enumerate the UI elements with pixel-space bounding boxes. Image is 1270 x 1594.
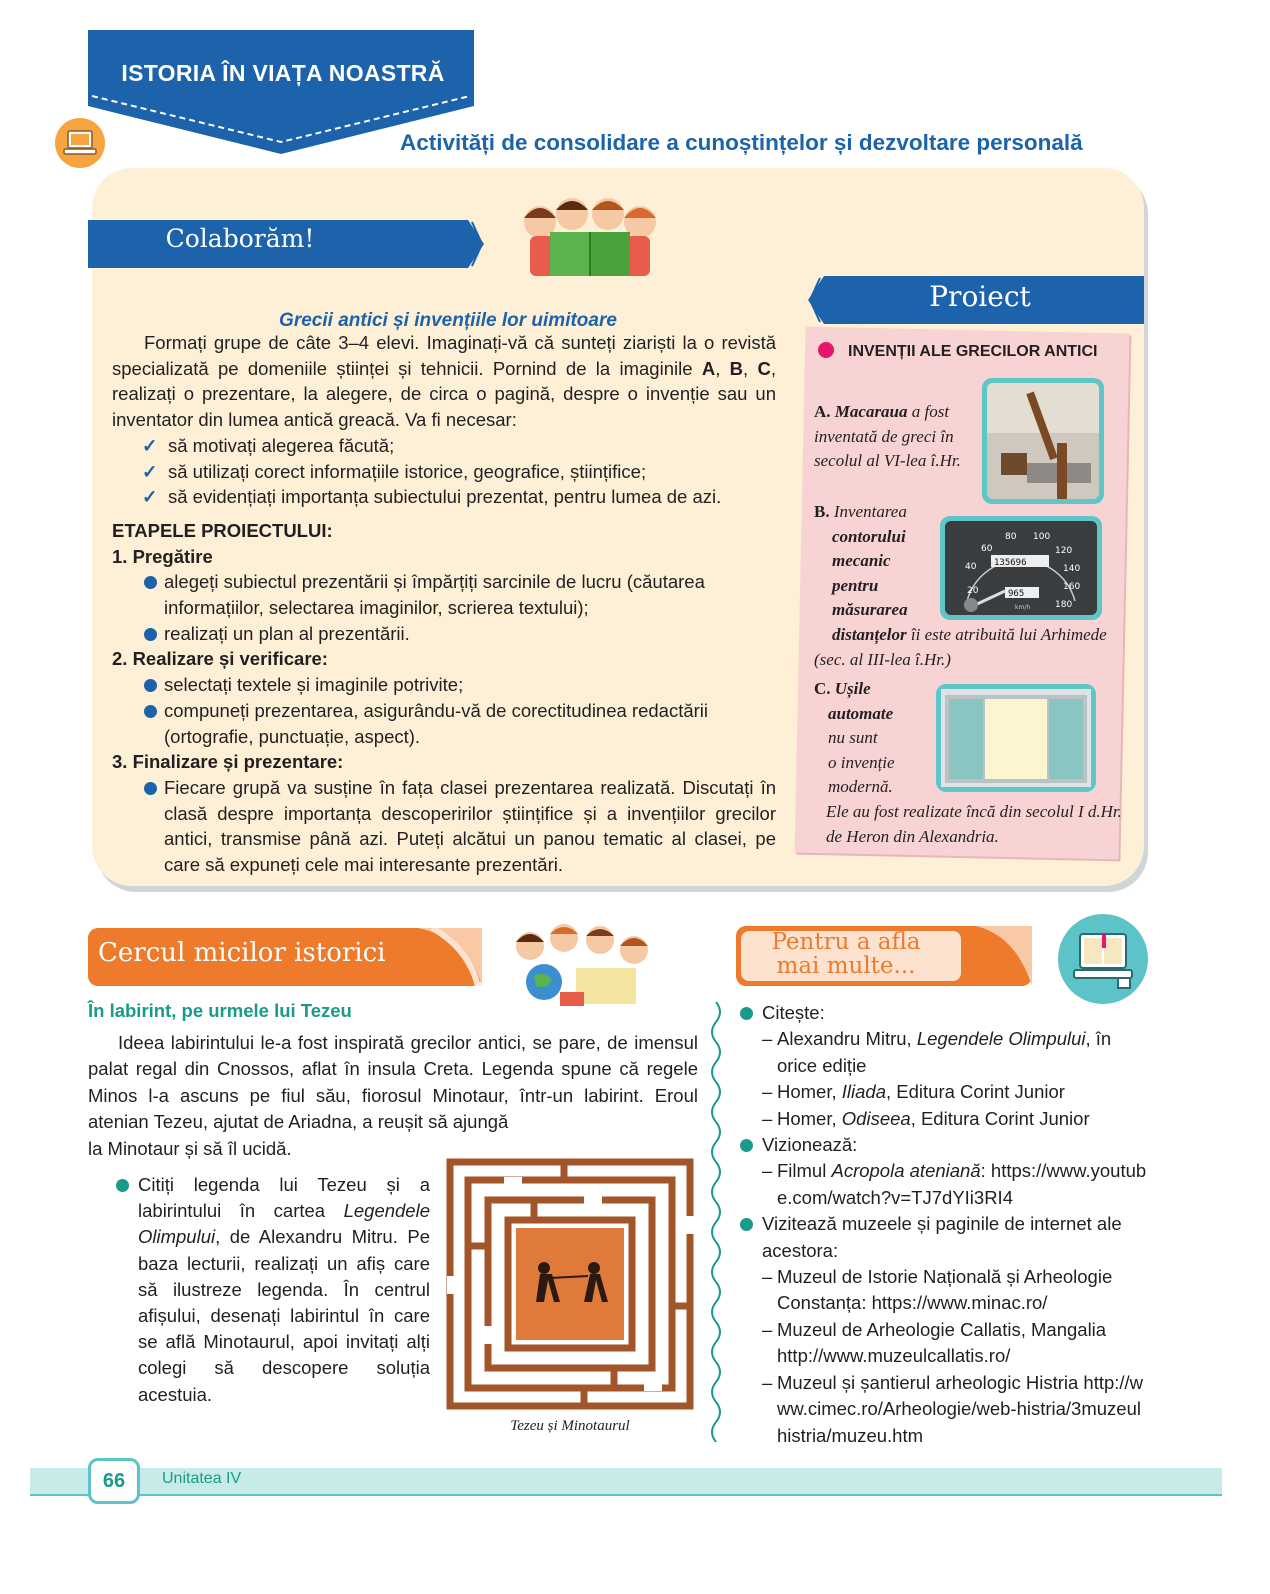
invention-b-bold: mecanic (832, 551, 891, 571)
invention-a-name: Macaraua (834, 402, 908, 421)
separator-1: , (715, 357, 730, 379)
bullet-icon (740, 1007, 753, 1020)
invention-b-bold: pentru (832, 575, 879, 595)
book-author: Homer, (777, 1081, 842, 1103)
stage-3-heading: 3. Finalizare și prezentare: (112, 751, 344, 773)
bullet-icon (144, 628, 157, 641)
speedo-tick: 120 (1055, 546, 1073, 556)
proiect-heading: Proiect (929, 280, 1031, 313)
book-title: Odiseea (841, 1107, 911, 1129)
museum-link[interactable]: Muzeul de Istorie Națională și Arheologie Constanța: https://www.minac.ro/ (777, 1266, 1113, 1314)
reading-kids-illustration (510, 192, 670, 282)
film-title: Acropola ateniană (831, 1160, 981, 1182)
labyrinth-caption: Tezeu și Minotaurul (510, 1418, 630, 1434)
speedometer-illustration (945, 521, 1097, 615)
check-text: să evidențiați importanța subiectului prezentat, pentru lumea de azi. (168, 486, 722, 508)
colaboram-body (112, 330, 776, 878)
pentru-heading (746, 930, 946, 978)
book-item: – Homer, Odiseea, Editura Corint Junior (762, 1107, 1090, 1129)
stage-1-item (112, 621, 776, 647)
task-book-title: Legendele Olimpului (138, 1200, 430, 1248)
check-text: să motivați alegerea făcută; (168, 434, 395, 456)
invention-b-bold: contorului (832, 526, 906, 546)
speedo-tick: 80 (1005, 532, 1017, 542)
book-edition: , Editura Corint Junior (910, 1107, 1090, 1129)
invention-b-letter: B. (814, 502, 830, 521)
bullet-icon (144, 576, 157, 589)
museum-link[interactable]: Muzeul de Arheologie Callatis, Mangalia http://www.muzeulcallatis.ro/ (777, 1318, 1107, 1367)
speedo-unit: km/h (1015, 604, 1031, 611)
unit-label: Unitatea IV (162, 1470, 242, 1487)
letter-c: C (757, 357, 771, 379)
invention-b-text: Inventarea (833, 502, 907, 521)
stage-item-text: alegeți subiectul prezentării și împărțiți sarcinile de lucru (căutarea informațiilor, selectarea imaginilor, scrierea textului); (164, 571, 705, 619)
book-title: Legendele Olimpului (916, 1028, 1086, 1050)
book-item: – Alexandru Mitru, Legendele Olimpului, în orice ediție (762, 1028, 1112, 1076)
museum-item[interactable]: – Muzeul de Istorie Națională și Arheologie Constanța: https://www.minac.ro/ (740, 1264, 1150, 1317)
task-text: , de Alexandru Mitru. Pe baza lecturii, realizați un afiș care să ilustreze legenda. În centrul afișului, desenați labirintul în care se află Minotaurul, apoi invitați alți colegi să descopere soluția acestuia. (138, 1226, 430, 1405)
book-author: Alexandru Mitru, (777, 1028, 917, 1050)
intro-text-2: , realizați o prezentare, la alegere, de circa o pagină, despre o invenție sau un inventator din lumea antică greacă. Va fi necesar: (112, 357, 776, 431)
stage-item-text: realizați un plan al prezentării. (164, 622, 410, 644)
bullet-icon (144, 782, 157, 795)
book-edition: , în orice ediție (777, 1028, 1112, 1076)
vizioneaza-item (740, 1132, 1150, 1158)
banner-title: ISTORIA ÎN VIAȚA NOASTRĂ (121, 60, 445, 86)
separator-2: , (743, 357, 758, 379)
speedo-tick: 100 (1033, 532, 1051, 542)
vizioneaza-label: Vizionează: (762, 1134, 858, 1156)
labirint-paragraph-end: la Minotaur și să îl ucidă. (88, 1138, 292, 1159)
check-item (112, 459, 776, 485)
invention-b-bold: distanțelor (832, 624, 907, 644)
stage-3-item (112, 775, 776, 878)
citeste-label: Citește: (762, 1002, 825, 1023)
project-title: Grecii antici și invențiile lor uimitoare (279, 310, 617, 331)
crane-illustration (987, 383, 1099, 499)
stage-item-text: compuneți prezentarea, asigurându-vă de corectitudinea redactării (ortografie, punctuație, aspect). (164, 699, 709, 747)
labirint-title: În labirint, pe urmele lui Tezeu (88, 1000, 352, 1021)
speedo-tick: 60 (981, 544, 993, 554)
crane-image (982, 378, 1104, 504)
speedometer-image (940, 516, 1102, 620)
footer-line (30, 1494, 1222, 1496)
invention-a (814, 400, 984, 474)
stage-2-item (112, 672, 776, 698)
labyrinth-illustration (444, 1156, 696, 1412)
film-link[interactable]: : https://www.youtube.com/watch?v=TJ7dYIi3RI4 (777, 1160, 1147, 1208)
stage-1-heading: 1. Pregătire (112, 545, 213, 567)
speedo-tick: 40 (965, 562, 977, 572)
invention-b-bold: măsurarea (832, 600, 908, 620)
letter-a: A (701, 357, 716, 379)
citeste-item (740, 1000, 1150, 1026)
page-number: 66 (88, 1458, 140, 1504)
pink-bullet-icon (818, 342, 834, 358)
museum-item[interactable]: – Muzeul de Arheologie Callatis, Mangalia http://www.muzeulcallatis.ro/ (740, 1317, 1150, 1370)
labirint-task (116, 1172, 430, 1408)
kids-globe-illustration (500, 920, 660, 1010)
bullet-icon (116, 1179, 129, 1192)
invention-a-letter: A. (814, 402, 831, 421)
colaboram-heading: Colaborăm! (165, 224, 315, 253)
speedo-tick: 180 (1055, 600, 1073, 610)
task-text: Citiți legenda lui Tezeu și a labirintului în cartea (138, 1174, 430, 1222)
stage-1-item (112, 569, 776, 620)
stage-2-item (112, 698, 776, 749)
inventions-heading (818, 342, 1118, 361)
invention-a-text: a fost inventată de greci în secolul al VI-lea î.Hr. (814, 402, 961, 471)
invention-c-text: modernă. (828, 777, 893, 797)
intro-text-1: Formați grupe de câte 3–4 elevi. Imaginați-vă că sunteți ziariști la o revistă specializată pe domeniile științei și tehnicii. Pornind de la imaginile (112, 332, 776, 379)
pentru-heading-line-1: Pentru a afla (771, 929, 921, 955)
laptop-icon (55, 118, 105, 168)
stage-item-text: selectați textele și imaginile potrivite; (164, 674, 464, 696)
stages-heading: ETAPELE PROIECTULUI: (112, 519, 333, 541)
checkmark-icon: ✓ (142, 434, 158, 456)
invention-c-bold: automate (828, 703, 894, 723)
speedo-tick: 140 (1063, 564, 1081, 574)
resources-list (740, 1000, 1150, 1449)
automatic-door-image (936, 684, 1096, 792)
check-item (112, 484, 776, 510)
checkmark-icon: ✓ (142, 460, 158, 482)
odometer-reading: 135696 (994, 558, 1027, 568)
book-author: Homer, (777, 1107, 842, 1129)
page-subtitle: Activități de consolidare a cunoștințelor și dezvoltare personală (400, 130, 1083, 155)
film-prefix: Filmul (777, 1160, 832, 1182)
viziteaza-item (740, 1211, 1150, 1264)
invention-c-bold: Ușile (834, 679, 871, 698)
film-item[interactable]: – Filmul Acropola ateniană: https://www.youtube.com/watch?v=TJ7dYIi3RI4 (762, 1160, 1147, 1208)
book-edition: , Editura Corint Junior (886, 1081, 1065, 1103)
bullet-icon (740, 1139, 753, 1152)
viziteaza-label: Vizitează muzeele și paginile de internet ale acestora: (762, 1213, 1122, 1261)
stage-2-heading: 2. Realizare și verificare: (112, 648, 328, 670)
invention-c-text: o invenție (828, 752, 895, 772)
checkmark-icon: ✓ (142, 486, 158, 508)
inventions-heading-text: INVENȚII ALE GRECILOR ANTICI (848, 343, 1098, 360)
museum-item[interactable]: – Muzeul și șantierul arheologic Histria http://www.cimec.ro/Arheologie/web-histria/3muzeulhistria/muzeu.htm (740, 1370, 1150, 1449)
pentru-heading-line-2: mai multe... (776, 953, 916, 979)
bullet-icon (144, 679, 157, 692)
cercul-heading: Cercul micilor istorici (98, 938, 386, 968)
invention-c-text: Ele au fost realizate încă din secolul I d.Hr. de Heron din Alexandria. (826, 801, 1122, 846)
book-item: – Homer, Iliada, Editura Corint Junior (762, 1081, 1065, 1103)
invention-c-letter: C. (814, 679, 831, 698)
letter-b: B (729, 357, 744, 379)
automatic-door-illustration (941, 689, 1091, 787)
book-title: Iliada (841, 1081, 887, 1103)
check-text: să utilizați corect informațiile istorice, geografice, științifice; (168, 460, 647, 482)
intro-paragraph (112, 330, 776, 433)
trip-reading: 965 (1008, 589, 1025, 599)
speedo-tick: 20 (967, 586, 979, 596)
labirint-paragraph: Ideea labirintului le-a fost inspirată grecilor antici, se pare, de imensul palat regal din Cnossos, aflat în insula Creta. Legenda spune că regele Minos l-a ascuns pe fiul său, fiorosul Minotaur, într-un labirint. Eroul atenian Tezeu, ajutat de Ariadna, a reușit să ajungă (88, 1032, 698, 1133)
bullet-icon (144, 705, 157, 718)
bullet-icon (740, 1218, 753, 1231)
book-computer-icon (1058, 914, 1148, 1004)
check-item (112, 433, 776, 459)
wavy-divider (706, 1002, 726, 1442)
stage-item-text: Fiecare grupă va susține în fața clasei prezentarea realizată. Discutați în clasă despre importanța descoperirilor științifice și a invențiilor grecilor antici, transmise până azi. Puteți alcătui un panou tematic al clasei, pe care să expuneți cele mai interesante prezentări. (164, 776, 776, 876)
invention-b-text: îi este atribuită lui Arhimede (sec. al III-lea î.Hr.) (814, 624, 1107, 669)
invention-c-text: nu sunt (828, 728, 878, 748)
museum-link[interactable]: Muzeul și șantierul arheologic Histria http://www.cimec.ro/Arheologie/web-histria/3muzeulhistria/muzeu.htm (777, 1371, 1144, 1446)
speedo-tick: 160 (1063, 582, 1081, 592)
